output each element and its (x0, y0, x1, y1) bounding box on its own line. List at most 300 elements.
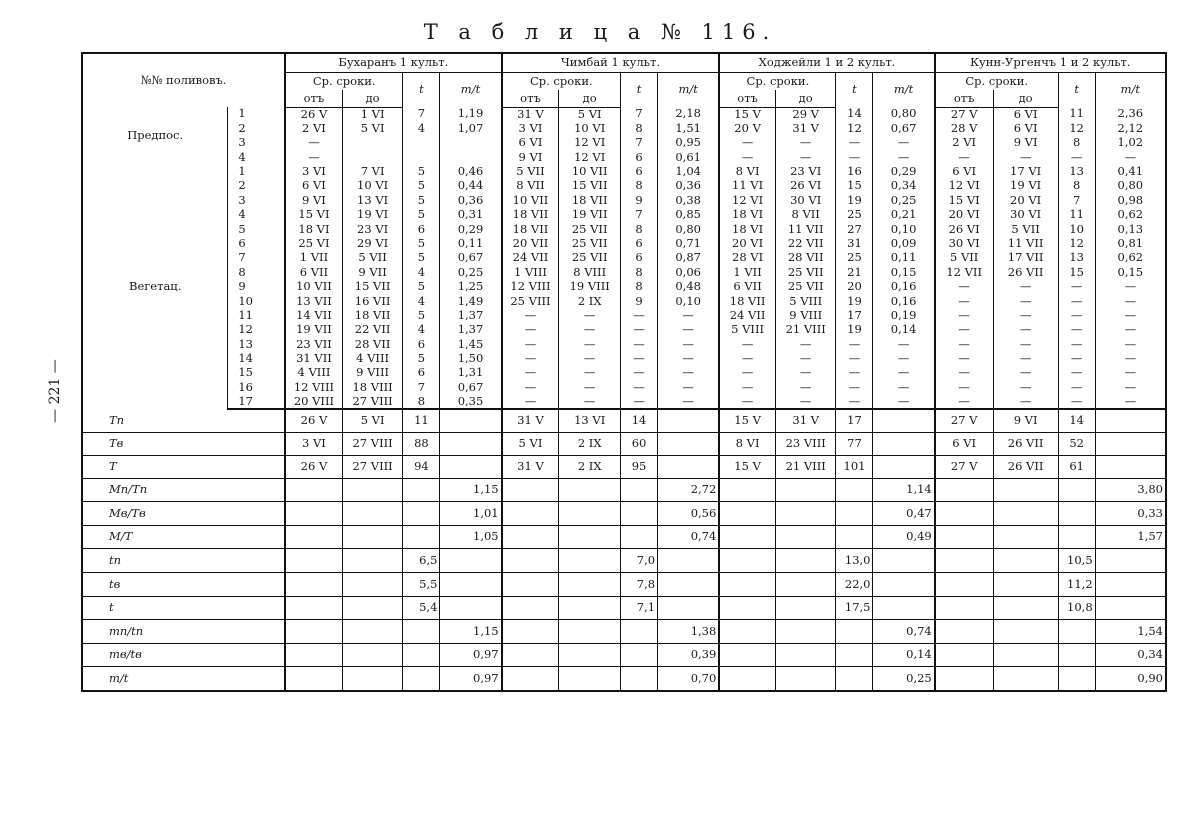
mt-header: m/t (440, 72, 502, 107)
period-header: Ср. сроки. (502, 72, 621, 90)
table-cell: 25 VII (559, 237, 621, 251)
summary-label: mп/tп (82, 620, 285, 644)
table-cell: — (658, 380, 720, 394)
table-cell: — (935, 380, 993, 394)
table-cell: 20 V (719, 121, 775, 135)
table-cell: 0,70 (658, 667, 720, 691)
row-number: 2 (228, 121, 285, 135)
table-cell (719, 620, 775, 644)
table-cell: — (658, 323, 720, 337)
summary-label: Мв/Тв (82, 502, 285, 526)
table-cell: 1,14 (873, 478, 935, 502)
table-cell: 0,13 (1117, 222, 1144, 236)
table-cell: 6 (621, 237, 658, 251)
table-cell: — (559, 380, 621, 394)
table-cell: — (836, 136, 873, 150)
table-cell: — (935, 352, 993, 366)
section-label-predpos: Предпос. (127, 128, 184, 143)
table-cell: 0,14 (873, 323, 935, 337)
table-cell: 9 VI (993, 136, 1058, 150)
table-cell: 18 VII (502, 208, 559, 222)
table-cell: 10 VII (559, 165, 621, 179)
table-cell (993, 643, 1058, 667)
table-row (82, 366, 1166, 380)
table-cell (285, 643, 342, 667)
table-cell (658, 432, 720, 455)
table-cell: 15 VII (559, 179, 621, 193)
table-cell: 2 IX (559, 294, 621, 308)
period-header: Ср. сроки. (935, 72, 1058, 90)
table-cell: 9 VI (285, 193, 342, 207)
table-cell: 1 VII (719, 265, 775, 279)
table-cell: 16 (836, 165, 873, 179)
table-cell: 0,34 (873, 179, 935, 193)
table-cell (1058, 525, 1095, 549)
row-number: 9 (228, 280, 285, 294)
table-cell: 7 (621, 107, 658, 121)
table-cell (342, 150, 403, 164)
table-cell: — (502, 380, 559, 394)
table-cell: 1,31 (440, 366, 502, 380)
table-cell (873, 549, 935, 573)
table-cell (342, 667, 403, 691)
table-cell: — (873, 150, 935, 164)
table-cell (993, 620, 1058, 644)
table-cell: 3 VI (502, 121, 559, 135)
table-cell (719, 573, 775, 597)
table-cell: 8 (621, 222, 658, 236)
table-cell (993, 502, 1058, 526)
table-cell: 20 VI (993, 193, 1058, 207)
table-cell: 0,31 (440, 208, 502, 222)
table-cell: — (1058, 294, 1095, 308)
table-cell: 22 VII (775, 237, 836, 251)
table-cell: — (1058, 323, 1095, 337)
table-cell: 10,5 (1058, 549, 1095, 573)
table-row (82, 294, 1166, 308)
table-cell: 12 VIII (502, 280, 559, 294)
table-cell (502, 667, 559, 691)
table-cell: 17,5 (836, 596, 873, 620)
table-cell: 3 VI (285, 165, 342, 179)
table-cell: 1,57 (1095, 525, 1166, 549)
table-cell: 30 VI (775, 193, 836, 207)
table-cell: — (1058, 337, 1095, 351)
table-cell: 0,44 (440, 179, 502, 193)
table-cell: 20 VI (935, 208, 993, 222)
t-header: t (1058, 72, 1095, 107)
summary-row (82, 525, 1166, 549)
table-cell: 14 VII (285, 308, 342, 322)
table-cell (621, 502, 658, 526)
table-cell: 5 (403, 193, 440, 207)
summary-label: m/t (82, 667, 285, 691)
table-cell: 5 VII (993, 222, 1058, 236)
table-cell: 1,45 (440, 337, 502, 351)
table-row (82, 107, 1166, 121)
table-cell: 7 VI (342, 165, 403, 179)
table-cell: 0,14 (873, 643, 935, 667)
table-row (82, 352, 1166, 366)
table-cell: — (836, 395, 873, 409)
table-cell: 0,34 (1095, 643, 1166, 667)
table-cell: — (775, 395, 836, 409)
table-cell: — (502, 323, 559, 337)
table-cell: — (836, 380, 873, 394)
table-cell (719, 596, 775, 620)
table-cell: 0,62 (1117, 207, 1144, 222)
table-cell (621, 643, 658, 667)
table-cell: — (935, 280, 993, 294)
table-cell: 95 (621, 455, 658, 478)
data-table (81, 52, 1167, 692)
table-cell: — (1124, 279, 1137, 294)
table-cell: — (719, 136, 775, 150)
table-cell: 10 (1058, 222, 1095, 236)
table-cell: 19 VIII (559, 280, 621, 294)
table-cell: 5,4 (403, 596, 440, 620)
table-row (82, 323, 1166, 337)
table-cell (993, 667, 1058, 691)
table-cell (621, 667, 658, 691)
table-cell: 10 VI (342, 179, 403, 193)
table-cell: 18 VI (285, 222, 342, 236)
table-cell: 31 V (502, 455, 559, 478)
table-cell: — (993, 380, 1058, 394)
table-cell: — (621, 337, 658, 351)
table-cell: — (502, 308, 559, 322)
table-cell: 19 (836, 294, 873, 308)
table-cell: 10 VII (502, 193, 559, 207)
table-cell: 25 VIII (502, 294, 559, 308)
table-cell: — (285, 150, 342, 164)
row-number: 1 (228, 107, 285, 121)
table-cell: — (621, 308, 658, 322)
table-cell: 24 VII (719, 308, 775, 322)
table-cell (559, 596, 621, 620)
table-cell: — (873, 136, 935, 150)
table-cell: 6 VI (935, 165, 993, 179)
table-cell: 13 VII (285, 294, 342, 308)
table-cell: 12 VII (935, 265, 993, 279)
table-cell: — (559, 395, 621, 409)
table-cell: 31 V (502, 107, 559, 121)
summary-label: Тп (82, 409, 285, 432)
table-cell: — (836, 150, 873, 164)
table-cell: — (775, 337, 836, 351)
table-cell: 8 VII (502, 179, 559, 193)
table-cell: — (935, 294, 993, 308)
table-cell: 14 (836, 107, 873, 121)
table-cell: 0,48 (658, 280, 720, 294)
table-cell: 5 (403, 237, 440, 251)
table-cell: 14 (1058, 409, 1095, 432)
summary-label: tв (82, 573, 285, 597)
table-cell: 6 VII (719, 280, 775, 294)
table-cell: 0,38 (658, 193, 720, 207)
table-cell: 5 (403, 352, 440, 366)
table-cell (342, 596, 403, 620)
table-cell: 15 V (719, 409, 775, 432)
table-cell: — (873, 352, 935, 366)
table-cell (285, 525, 342, 549)
table-cell: 11 (403, 409, 440, 432)
table-cell (342, 643, 403, 667)
table-cell: — (1124, 351, 1137, 366)
table-cell: 4 (403, 323, 440, 337)
row-number: 4 (228, 150, 285, 164)
table-cell: 19 (836, 193, 873, 207)
table-cell: 22 VII (342, 323, 403, 337)
table-cell: 9 (621, 193, 658, 207)
table-cell: 1,19 (440, 107, 502, 121)
table-cell (719, 643, 775, 667)
table-cell (658, 549, 720, 573)
table-cell: 11 (1058, 208, 1095, 222)
table-cell (993, 596, 1058, 620)
table-cell (935, 643, 993, 667)
table-row (82, 251, 1166, 265)
table-cell: 31 VII (285, 352, 342, 366)
table-cell: 1,49 (440, 294, 502, 308)
table-cell: 0,67 (440, 251, 502, 265)
table-cell: 3 VI (285, 432, 342, 455)
table-cell: 12 VI (719, 193, 775, 207)
table-cell: — (1058, 395, 1095, 409)
table-row (82, 237, 1166, 251)
table-cell (1095, 455, 1166, 478)
table-cell: 13 VI (559, 409, 621, 432)
table-cell: 17 (836, 409, 873, 432)
table-cell: 0,47 (873, 502, 935, 526)
table-cell: 8 (1058, 179, 1095, 193)
summary-row (82, 409, 1166, 432)
table-cell (873, 455, 935, 478)
table-cell (502, 620, 559, 644)
row-number: 11 (228, 308, 285, 322)
table-cell (1058, 478, 1095, 502)
table-cell: 27 V (935, 455, 993, 478)
table-cell: — (1058, 380, 1095, 394)
from-header: отъ (502, 90, 559, 107)
table-cell: — (1124, 380, 1137, 394)
table-cell (775, 502, 836, 526)
table-cell: 0,16 (873, 294, 935, 308)
table-cell (873, 409, 935, 432)
table-cell (935, 573, 993, 597)
table-cell: 8 (621, 121, 658, 135)
table-cell: 0,98 (1117, 193, 1144, 207)
table-cell: 31 V (775, 409, 836, 432)
table-cell: — (935, 337, 993, 351)
row-number: 5 (228, 222, 285, 236)
table-cell (342, 573, 403, 597)
table-cell: — (873, 395, 935, 409)
summary-row (82, 620, 1166, 644)
table-cell: 2 IX (559, 432, 621, 455)
table-cell: 5 (403, 308, 440, 322)
table-cell: — (836, 366, 873, 380)
table-cell: 5 (403, 179, 440, 193)
table-cell: 21 (836, 265, 873, 279)
summary-row (82, 573, 1166, 597)
table-cell: 12 VI (559, 150, 621, 164)
table-cell (285, 596, 342, 620)
to-header: до (993, 90, 1058, 107)
table-cell: 5 (403, 280, 440, 294)
table-cell: — (993, 308, 1058, 322)
table-cell: — (719, 352, 775, 366)
table-cell: — (775, 380, 836, 394)
section-label-vegetat: Вегетац. (129, 279, 182, 294)
table-cell: 0,67 (873, 121, 935, 135)
table-cell (719, 478, 775, 502)
table-cell (403, 667, 440, 691)
table-cell (440, 549, 502, 573)
table-cell: 6,5 (403, 549, 440, 573)
table-cell (775, 667, 836, 691)
table-cell: 20 VI (719, 237, 775, 251)
row-number: 16 (228, 380, 285, 394)
table-cell: — (1058, 308, 1095, 322)
table-cell (559, 502, 621, 526)
table-cell: 9 VIII (775, 308, 836, 322)
table-cell (285, 549, 342, 573)
table-cell: — (502, 366, 559, 380)
table-row (82, 208, 1166, 222)
table-cell (621, 620, 658, 644)
table-cell (502, 643, 559, 667)
table-cell (559, 525, 621, 549)
table-cell: 17 VI (993, 165, 1058, 179)
table-cell: 0,36 (658, 179, 720, 193)
table-cell: 8 VIII (559, 265, 621, 279)
table-cell (403, 525, 440, 549)
table-cell: 4 VIII (285, 366, 342, 380)
table-cell (836, 525, 873, 549)
table-cell: 6 (403, 222, 440, 236)
table-cell: — (621, 395, 658, 409)
table-cell: 18 VII (559, 193, 621, 207)
table-cell: 52 (1058, 432, 1095, 455)
table-cell (440, 596, 502, 620)
table-cell: 26 VI (935, 222, 993, 236)
table-cell: 61 (1058, 455, 1095, 478)
table-cell (342, 478, 403, 502)
table-cell: 1,25 (440, 280, 502, 294)
table-cell: 0,25 (873, 193, 935, 207)
row-number: 4 (228, 208, 285, 222)
table-cell: 0,11 (440, 237, 502, 251)
table-cell: 9 VII (342, 265, 403, 279)
table-cell: 1,37 (440, 308, 502, 322)
table-cell: — (775, 366, 836, 380)
table-cell: 15 VI (935, 193, 993, 207)
table-cell: 24 VII (502, 251, 559, 265)
table-row (82, 265, 1166, 279)
table-cell: — (658, 366, 720, 380)
table-cell (440, 136, 502, 150)
table-cell: 0,49 (873, 525, 935, 549)
table-cell: 18 VI (719, 208, 775, 222)
table-row (82, 280, 1166, 294)
table-cell: 15 VII (342, 280, 403, 294)
table-cell (836, 478, 873, 502)
mt-header: m/t (1120, 82, 1141, 96)
table-cell: 25 (836, 251, 873, 265)
table-cell: 5 VI (342, 409, 403, 432)
table-cell: 4 (403, 121, 440, 135)
table-cell: 28 VII (775, 251, 836, 265)
table-cell (621, 478, 658, 502)
table-cell: 12 VI (559, 136, 621, 150)
table-cell (502, 478, 559, 502)
table-cell: 26 V (285, 455, 342, 478)
from-header: отъ (285, 90, 342, 107)
table-cell: 0,29 (873, 165, 935, 179)
table-cell: 30 VI (935, 237, 993, 251)
table-cell: 1,15 (440, 478, 502, 502)
table-cell: 5 VI (502, 432, 559, 455)
table-cell (440, 150, 502, 164)
table-cell: — (559, 323, 621, 337)
table-cell: 2 VI (285, 121, 342, 135)
table-cell (719, 667, 775, 691)
table-cell (1058, 620, 1095, 644)
table-cell: 25 VII (559, 222, 621, 236)
table-cell: 25 VI (285, 237, 342, 251)
group-header-3: Ходжейли 1 и 2 культ. (719, 53, 934, 72)
table-cell: — (719, 337, 775, 351)
table-cell: — (1124, 150, 1137, 164)
summary-label: М/Т (82, 525, 285, 549)
table-cell: — (1058, 366, 1095, 380)
table-cell: 9 VI (502, 150, 559, 164)
table-cell (775, 549, 836, 573)
table-cell (502, 596, 559, 620)
table-cell: 9 VIII (342, 366, 403, 380)
table-row (82, 136, 1166, 150)
table-cell: 1,54 (1095, 620, 1166, 644)
row-number: 6 (228, 237, 285, 251)
table-cell: — (719, 395, 775, 409)
table-cell: 10 VII (285, 280, 342, 294)
table-cell (502, 549, 559, 573)
row-label-header: №№ поливовъ. (82, 53, 285, 107)
table-cell: 0,95 (658, 136, 720, 150)
table-cell (873, 432, 935, 455)
table-cell: 18 VII (342, 308, 403, 322)
table-cell (658, 409, 720, 432)
table-cell: — (559, 352, 621, 366)
table-cell: 26 V (285, 107, 342, 121)
table-cell (836, 502, 873, 526)
table-cell: — (502, 352, 559, 366)
table-cell: 5 VII (935, 251, 993, 265)
table-cell: 31 (836, 237, 873, 251)
table-cell (873, 596, 935, 620)
table-cell: 1,50 (440, 352, 502, 366)
table-cell: 0,09 (873, 237, 935, 251)
page-number: — 221 — (46, 359, 63, 423)
table-cell: 5 (403, 208, 440, 222)
table-cell: 12 (836, 121, 873, 135)
table-cell: 7 (621, 136, 658, 150)
table-cell: 4 (403, 294, 440, 308)
table-cell: — (873, 337, 935, 351)
group-header-2: Чимбай 1 культ. (502, 53, 720, 72)
table-cell (935, 620, 993, 644)
